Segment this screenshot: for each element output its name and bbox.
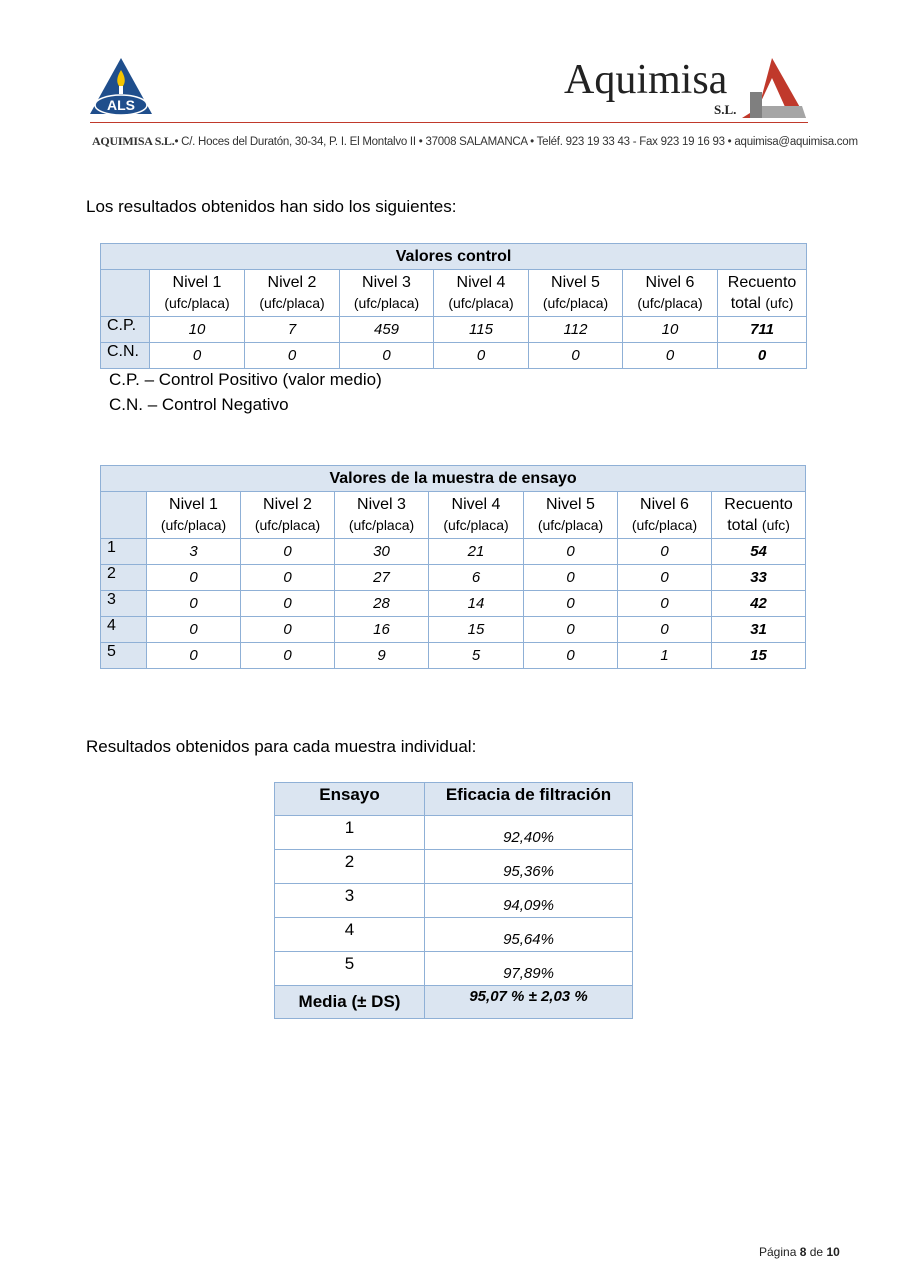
table-row [101, 343, 807, 369]
table-cell: 14 [429, 591, 524, 617]
table-cell: 0 [150, 343, 245, 369]
table-row [275, 850, 633, 884]
ensayo-cell: 4 [275, 918, 425, 952]
mean-label: Media (± DS) [275, 986, 425, 1019]
table-cell: 459 [340, 317, 434, 343]
table-row [275, 918, 633, 952]
header-rule [90, 122, 808, 123]
table-cell: 0 [340, 343, 434, 369]
company-address [92, 134, 858, 149]
table-cell: 112 [529, 317, 623, 343]
eficacia-cell: 95,36% [425, 850, 633, 884]
ensayo-cell: 2 [275, 850, 425, 884]
table-cell: 0 [147, 565, 241, 591]
table-row [275, 816, 633, 850]
table-cell: 0 [618, 617, 712, 643]
table-row [101, 643, 806, 669]
table-cell: 0 [529, 343, 623, 369]
company-name: AQUIMISA S.L. [92, 134, 175, 148]
column-header: Nivel 1 (ufc/placa) [150, 270, 245, 317]
column-header-total: Recuento total (ufc) [712, 492, 806, 539]
row-label: 4 [101, 617, 147, 643]
ensayo-cell: 1 [275, 816, 425, 850]
table-cell: 0 [524, 539, 618, 565]
table-cell: 0 [241, 539, 335, 565]
row-label: 3 [101, 591, 147, 617]
column-header-total: Recuento total (ufc) [718, 270, 807, 317]
table-cell: 5 [429, 643, 524, 669]
column-header: Nivel 5 (ufc/placa) [529, 270, 623, 317]
efficacy-table [274, 782, 633, 1019]
column-header-eficacia: Eficacia de filtración [425, 783, 633, 816]
table-cell: 0 [241, 591, 335, 617]
ensayo-cell: 3 [275, 884, 425, 918]
column-header: Nivel 2 (ufc/placa) [245, 270, 340, 317]
total-cell: 711 [718, 317, 807, 343]
als-logo-text: ALS [107, 97, 135, 113]
ensayo-cell: 5 [275, 952, 425, 986]
aquimisa-a-mark-icon [736, 56, 810, 120]
table-cell: 9 [335, 643, 429, 669]
table-row [275, 952, 633, 986]
row-label: C.N. [101, 343, 150, 369]
column-header: Nivel 6 (ufc/placa) [623, 270, 718, 317]
individual-results-text: Resultados obtenidos para cada muestra individual: [86, 737, 477, 756]
column-header: Nivel 1 (ufc/placa) [147, 492, 241, 539]
table-cell: 7 [245, 317, 340, 343]
row-label: 5 [101, 643, 147, 669]
table-cell: 15 [429, 617, 524, 643]
table-cell: 0 [618, 565, 712, 591]
eficacia-cell: 97,89% [425, 952, 633, 986]
table-cell: 28 [335, 591, 429, 617]
table-cell: 21 [429, 539, 524, 565]
address-text: • C/. Hoces del Duratón, 30-34, P. I. El Montalvo II • 37008 SALAMANCA • Teléf. 923 19 33 43 - Fax 923 19 16 93 • aquimisa@aquimisa.com [174, 136, 858, 148]
column-header: Nivel 2 (ufc/placa) [241, 492, 335, 539]
brand-name: Aquimisa [564, 57, 728, 103]
table-row [101, 317, 807, 343]
table-cell: 0 [524, 617, 618, 643]
table-cell: 0 [618, 539, 712, 565]
table-cell: 0 [147, 643, 241, 669]
table-cell: 0 [241, 565, 335, 591]
row-label: 1 [101, 539, 147, 565]
table-row [101, 539, 806, 565]
table-cell: 30 [335, 539, 429, 565]
eficacia-cell: 94,09% [425, 884, 633, 918]
total-cell: 15 [712, 643, 806, 669]
table-cell: 115 [434, 317, 529, 343]
row-label: 2 [101, 565, 147, 591]
table-cell: 10 [623, 317, 718, 343]
control-table-title: Valores control [101, 244, 807, 270]
total-cell: 33 [712, 565, 806, 591]
table-cell: 0 [147, 617, 241, 643]
table-corner [101, 492, 147, 539]
eficacia-cell: 95,64% [425, 918, 633, 952]
legend-positive-control: C.P. – Control Positivo (valor medio) [109, 370, 382, 389]
table-row [101, 565, 806, 591]
column-header: Nivel 3 (ufc/placa) [335, 492, 429, 539]
total-cell: 42 [712, 591, 806, 617]
table-cell: 0 [147, 591, 241, 617]
control-table [100, 243, 807, 369]
legend-negative-control: C.N. – Control Negativo [109, 395, 289, 414]
table-row [275, 884, 633, 918]
sample-table [100, 465, 806, 669]
table-cell: 10 [150, 317, 245, 343]
aquimisa-logo [560, 54, 810, 124]
column-header: Nivel 4 (ufc/placa) [429, 492, 524, 539]
table-cell: 16 [335, 617, 429, 643]
table-cell: 6 [429, 565, 524, 591]
table-row [101, 591, 806, 617]
table-cell: 0 [434, 343, 529, 369]
sample-table-title: Valores de la muestra de ensayo [101, 466, 806, 492]
table-cell: 0 [524, 565, 618, 591]
table-cell: 0 [623, 343, 718, 369]
page-number: Página 8 de 10 [759, 1245, 840, 1259]
table-cell: 1 [618, 643, 712, 669]
column-header: Nivel 5 (ufc/placa) [524, 492, 618, 539]
table-corner [101, 270, 150, 317]
column-header-ensayo: Ensayo [275, 783, 425, 816]
intro-text: Los resultados obtenidos han sido los siguientes: [86, 197, 457, 216]
table-cell: 0 [245, 343, 340, 369]
column-header: Nivel 4 (ufc/placa) [434, 270, 529, 317]
table-cell: 0 [618, 591, 712, 617]
table-cell: 27 [335, 565, 429, 591]
column-header: Nivel 6 (ufc/placa) [618, 492, 712, 539]
table-cell: 0 [524, 643, 618, 669]
total-cell: 31 [712, 617, 806, 643]
total-cell: 0 [718, 343, 807, 369]
table-cell: 0 [241, 617, 335, 643]
column-header: Nivel 3 (ufc/placa) [340, 270, 434, 317]
table-cell: 0 [241, 643, 335, 669]
row-label: C.P. [101, 317, 150, 343]
table-cell: 0 [524, 591, 618, 617]
table-cell: 3 [147, 539, 241, 565]
brand-suffix: S.L. [714, 102, 737, 117]
table-row [101, 617, 806, 643]
mean-value: 95,07 % ± 2,03 % [425, 986, 633, 1019]
als-logo [88, 56, 154, 120]
total-cell: 54 [712, 539, 806, 565]
eficacia-cell: 92,40% [425, 816, 633, 850]
